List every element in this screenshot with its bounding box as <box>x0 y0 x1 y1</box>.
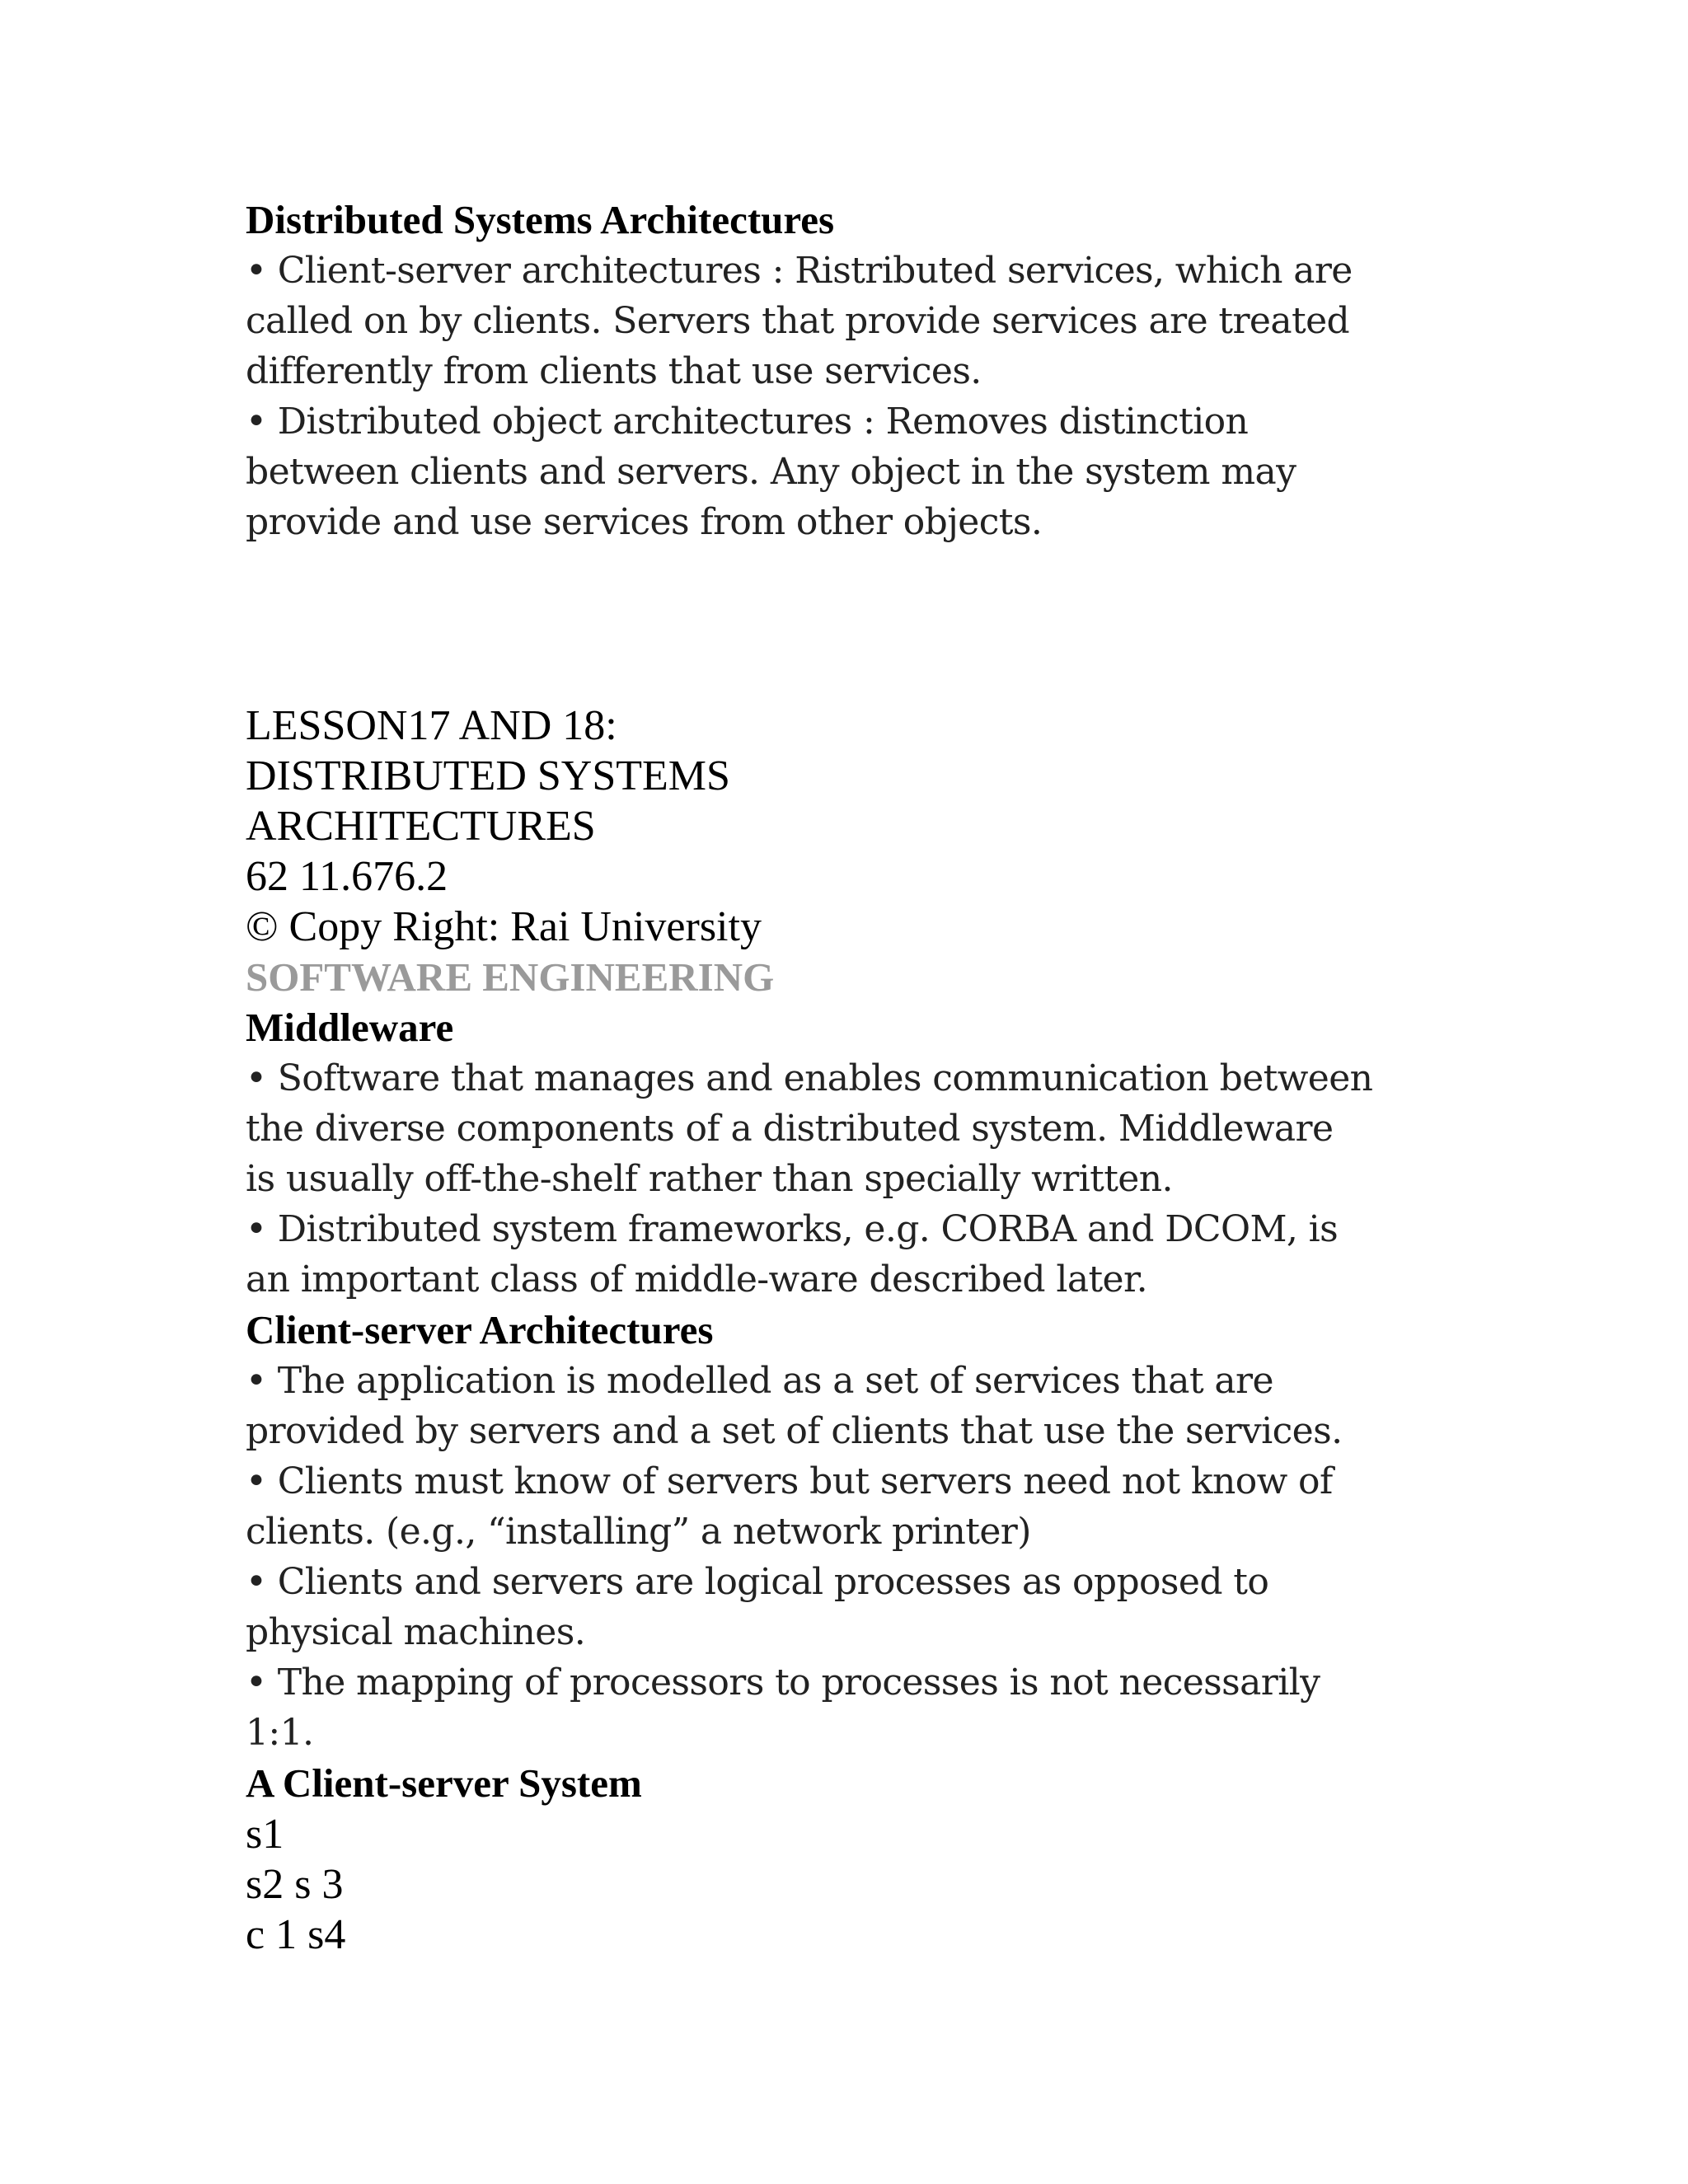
body-line: • Distributed system frameworks, e.g. CORBA and DCOM, is <box>246 1208 1339 1250</box>
section-spacer <box>246 547 1400 701</box>
subject-title: SOFTWARE ENGINEERING <box>246 954 775 1000</box>
lesson-title-line: ARCHITECTURES <box>246 803 596 850</box>
body-line: • The mapping of processors to processes is not necessarily <box>246 1661 1320 1704</box>
body-line: an important class of middle-ware described later. <box>246 1258 1147 1301</box>
lesson-title-line: LESSON17 AND 18: <box>246 702 617 749</box>
section-heading-client-server-system: A Client-server System <box>246 1760 642 1806</box>
section-heading-distributed-systems: Distributed Systems Architectures <box>246 197 835 242</box>
diagram-label-line: s2 s 3 <box>246 1861 344 1908</box>
diagram-label-line: c 1 s4 <box>246 1911 346 1958</box>
body-line: the diverse components of a distributed system. Middleware <box>246 1108 1334 1150</box>
body-line: between clients and servers. Any object in the system may <box>246 451 1296 493</box>
copyright-line: © Copy Right: Rai University <box>246 903 762 950</box>
body-line: called on by clients. Servers that provide services are treated <box>246 300 1350 342</box>
body-line: • Client-server architectures : Ristributed services, which are <box>246 250 1353 292</box>
body-line: physical machines. <box>246 1611 586 1653</box>
section-heading-client-server: Client-server Architectures <box>246 1307 714 1352</box>
document-page <box>246 194 1400 1960</box>
body-line: is usually off-the-shelf rather than specially written. <box>246 1158 1173 1200</box>
body-line: 1:1. <box>246 1712 314 1754</box>
lesson-title-line: DISTRIBUTED SYSTEMS <box>246 752 730 799</box>
body-line: • Software that manages and enables communication between <box>246 1057 1373 1099</box>
body-line: provided by servers and a set of clients that use the services. <box>246 1410 1343 1452</box>
body-line: • Distributed object architectures : Removes distinction <box>246 401 1249 443</box>
body-line: • Clients must know of servers but servers need not know of <box>246 1460 1333 1502</box>
section-heading-middleware: Middleware <box>246 1005 454 1050</box>
body-line: provide and use services from other objects. <box>246 501 1043 543</box>
body-line: differently from clients that use services. <box>246 350 982 392</box>
diagram-label-line: s1 <box>246 1811 284 1858</box>
page-code: 62 11.676.2 <box>246 853 448 900</box>
body-line: clients. (e.g., “installing” a network printer) <box>246 1511 1031 1553</box>
body-line: • Clients and servers are logical processes as opposed to <box>246 1561 1269 1603</box>
body-line: • The application is modelled as a set of services that are <box>246 1360 1273 1402</box>
